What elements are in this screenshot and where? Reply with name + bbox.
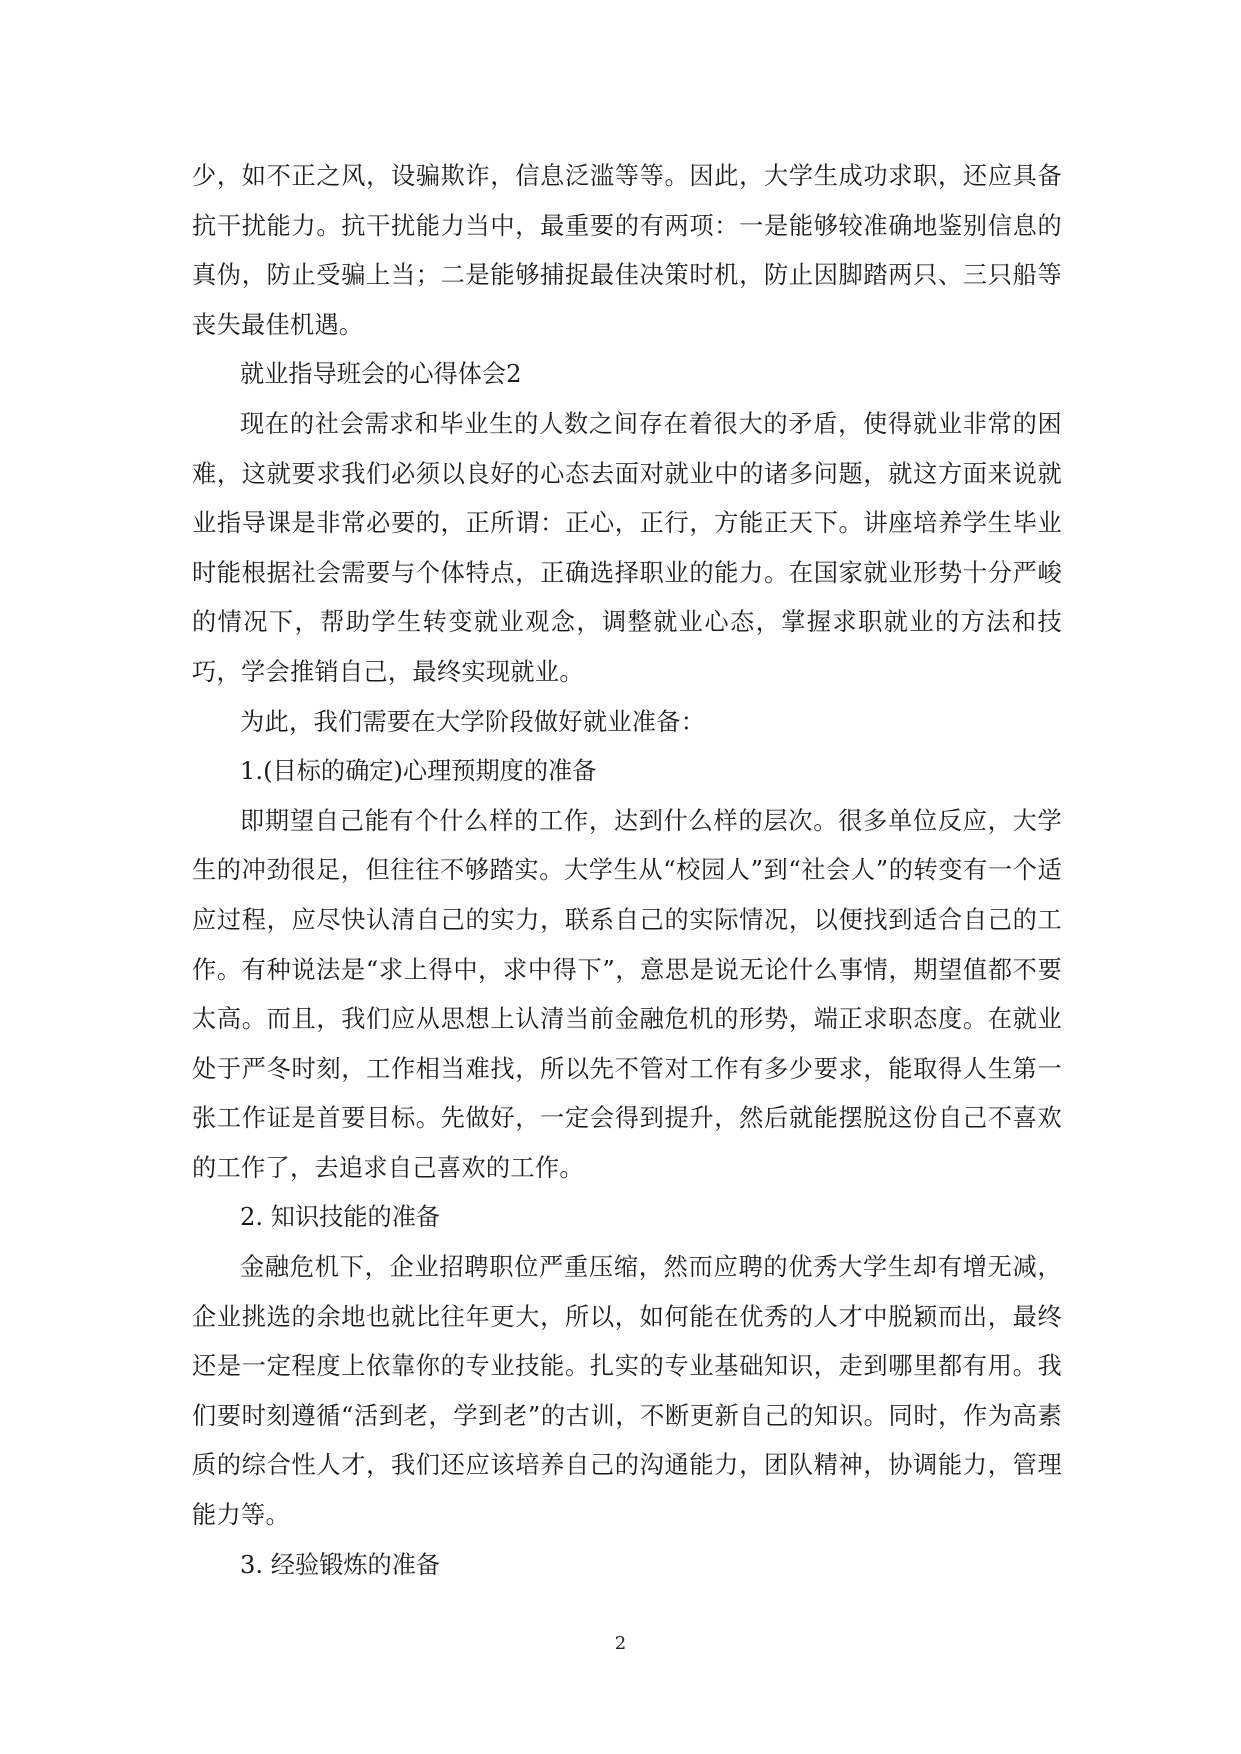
subheading-3: 3. 经验锻炼的准备 [240,1550,441,1579]
paragraph-lead: 为此，我们需要在大学阶段做好就业准备： [240,707,706,736]
subheading-1: 1.(目标的确定)心理预期度的准备 [240,757,597,786]
paragraph-intro: 现在的社会需求和毕业生的人数之间存在着很大的矛盾，使得就业非常的困难，这就要求我们必须以良好的心态去面对就业中的诸多问题，就这方面来说就业指导课是非常必要的，正所谓：正心，正行，方能正天下。讲座培养学生毕业时能根据社会需要与个体特点，正确选择职业的能力。在国家就业形势十分严峻的情况下，帮助学生转变就业观念，调整就业心态，掌握求职就业的方法和技巧，学会推销自己，最终实现就业。 [192,409,1062,686]
page-number: 2 [614,1633,627,1654]
section-heading: 就业指导班会的心得体会2 [240,360,522,389]
document-body [192,152,1062,1590]
paragraph-knowledge: 金融危机下，企业招聘职位严重压缩，然而应聘的优秀大学生却有增无减，企业挑选的余地也就比往年更大，所以，如何能在优秀的人才中脱颖而出，最终还是一定程度上依靠你的专业技能。扎实的专业基础知识，走到哪里都有用。我们要时刻遵循“活到老，学到老”的古训，不断更新自己的知识。同时，作为高素质的综合性人才，我们还应该培养自己的沟通能力，团队精神，协调能力，管理能力等。 [192,1253,1062,1530]
paragraph-continuation: 少，如不正之风，设骗欺诈，信息泛滥等等。因此，大学生成功求职，还应具备抗干扰能力。抗干扰能力当中，最重要的有两项：一是能够较准确地鉴别信息的真伪，防止受骗上当；二是能够捕捉最佳决策时机，防止因脚踏两只、三只船等丧失最佳机遇。 [192,162,1062,339]
paragraph-expectation: 即期望自己能有个什么样的工作，达到什么样的层次。很多单位反应，大学生的冲劲很足，但往往不够踏实。大学生从“校园人”到“社会人”的转变有一个适应过程，应尽快认清自己的实力，联系自己的实际情况，以便找到适合自己的工作。有种说法是“求上得中，求中得下”，意思是说无论什么事情，期望值都不要太高。而且，我们应从思想上认清当前金融危机的形势，端正求职态度。在就业处于严冬时刻，工作相当难找，所以先不管对工作有多少要求，能取得人生第一张工作证是首要目标。先做好，一定会得到提升，然后就能摆脱这份自己不喜欢的工作了，去追求自己喜欢的工作。 [192,806,1062,1182]
subheading-2: 2. 知识技能的准备 [240,1203,441,1232]
